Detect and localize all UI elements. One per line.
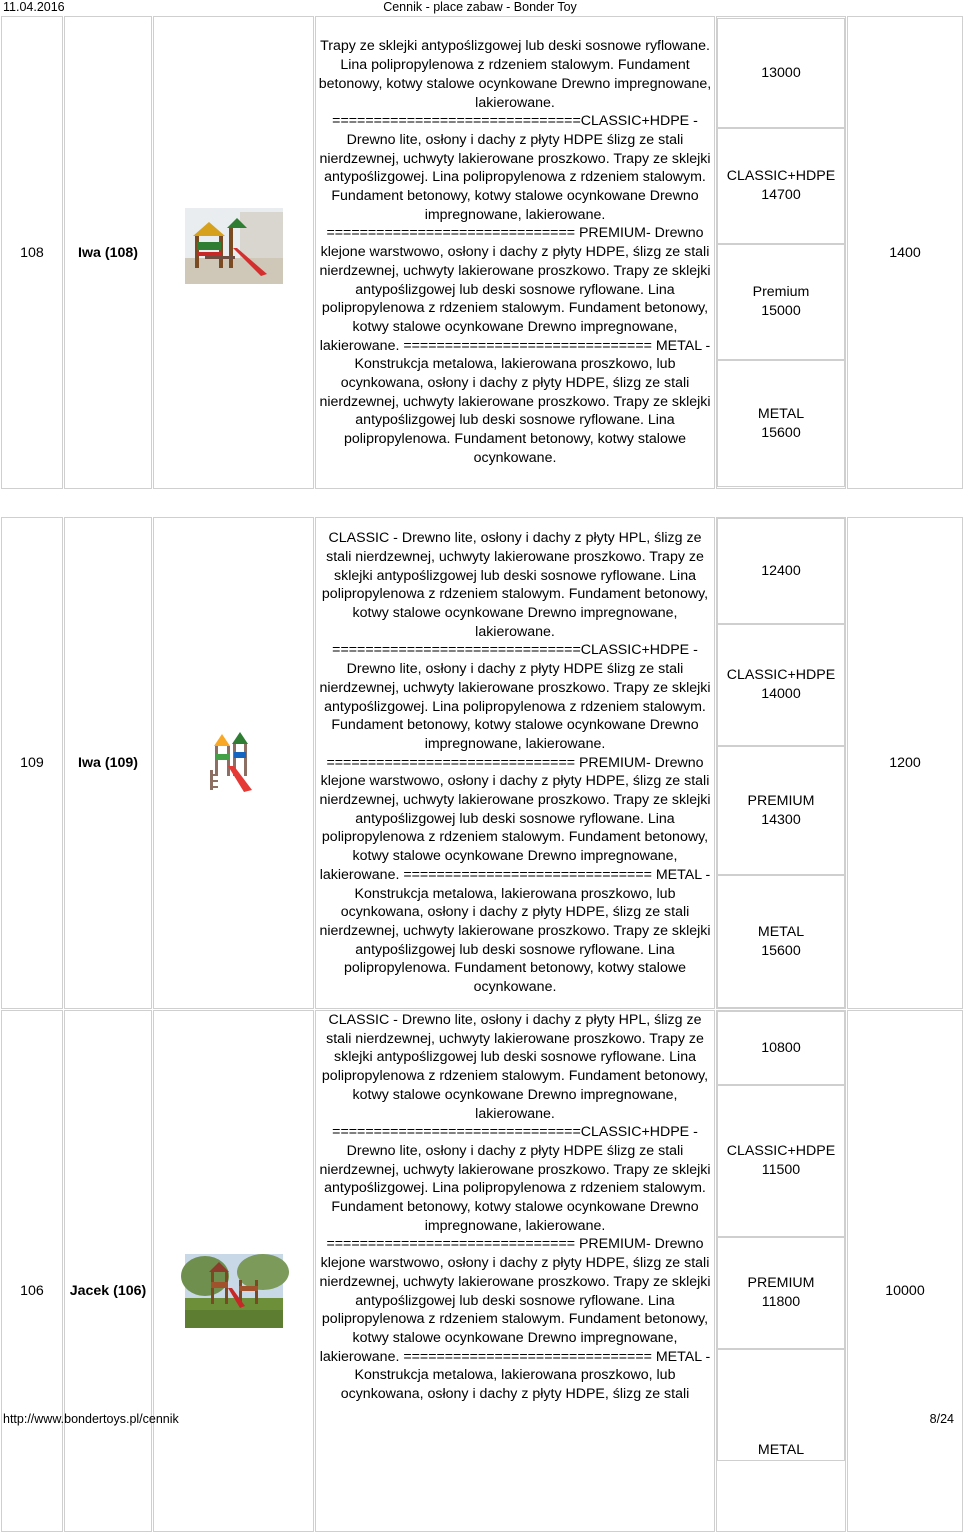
variant-price: 14300	[761, 811, 801, 828]
price-table	[0, 15, 964, 1533]
variant-label: METAL	[757, 923, 805, 940]
variant-price: 15600	[761, 942, 801, 959]
variant-price: 11800	[761, 1294, 801, 1310]
variant-label: METAL	[757, 1442, 805, 1458]
price-variant	[717, 360, 845, 487]
extra-value: 1200	[847, 517, 963, 1009]
product-image[interactable]	[185, 208, 283, 284]
variant-label: Premium	[752, 284, 810, 300]
price-variant	[717, 518, 845, 624]
variant-label: METAL	[757, 405, 805, 422]
price-variant	[717, 875, 845, 1008]
price-variant	[717, 1349, 845, 1461]
price-variants	[717, 518, 845, 1008]
product-id: 108	[1, 16, 63, 489]
product-description: CLASSIC - Drewno lite, osłony i dachy z płyty HPL, ślizg ze stali nierdzewnej, uchwyty lakierowane proszkowo. Trapy ze sklejki antypoślizgowej lub deski sosnowe ryflowane. Lina polipropylenowa z rdzeniem stalowym. Fundament betonowy, kotwy stalowe ocynkowane Drewno impregnowane, lakierowane. ==============================CLASSIC+HDPE - Drewno lite, osłony i dachy z płyty HDPE ślizg ze stali nierdzewnej, uchwyty lakierowane proszkowo. Trapy ze sklejki antypoślizgowej. Lina polipropylenowa z rdzeniem stalowym. Fundament betonowy, kotwy stalowe ocynkowane Drewno impregnowane, lakierowane. ============================== PREMIUM- Drewno klejone warstwowo, osłony i dachy z płyty HDPE, ślizg ze stali nierdzewnej, uchwyty lakierowane proszkowo. Trapy ze sklejki antypoślizgowej lub deski sosnowe ryflowane. Lina polipropylenowa z rdzeniem stalowym. Fundament betonowy, kotwy stalowe ocynkowane Drewno impregnowane, lakierowane. ============================== METAL - Konstrukcja metalowa, lakierowana proszkowo, lub ocynkowana, osłony i dachy z płyty HDPE, ślizg ze stali nierdzewnej, uchwyty lakierowane proszkowo. Trapy ze sklejki antypoślizgowej lub deski sosnowe ryflowane. Lina polipropylenowa. Fundament betonowy, kotwy stalowe ocynkowane.	[319, 530, 711, 996]
product-image-cell	[153, 517, 314, 1009]
product-image[interactable]	[208, 730, 260, 796]
print-url[interactable]: http://www.bondertoys.pl/cennik	[3, 1412, 179, 1426]
variant-label: CLASSIC+HDPE	[726, 667, 836, 683]
page-number: 8/24	[929, 1412, 954, 1426]
product-name: Iwa (109)	[64, 517, 152, 1009]
variant-label: PREMIUM	[747, 792, 815, 809]
price-variant	[717, 18, 845, 128]
price-variants-cell	[716, 517, 846, 1009]
playground-photo-icon	[185, 208, 283, 284]
playground-photo-icon	[185, 1254, 283, 1328]
product-description-cell	[315, 16, 715, 489]
print-title: Cennik - place zabaw - Bonder Toy	[383, 0, 577, 14]
table-row	[1, 517, 963, 1009]
product-description: CLASSIC - Drewno lite, osłony i dachy z płyty HPL, ślizg ze stali nierdzewnej, uchwyty lakierowane proszkowo. Trapy ze sklejki antypoślizgowej lub deski sosnowe ryflowane. Lina polipropylenowa z rdzeniem stalowym. Fundament betonowy, kotwy stalowe ocynkowane Drewno impregnowane, lakierowane. ==============================CLASSIC+HDPE - Drewno lite, osłony i dachy z płyty HDPE ślizg ze stali nierdzewnej, uchwyty lakierowane proszkowo. Trapy ze sklejki antypoślizgowej. Lina polipropylenowa z rdzeniem stalowym. Fundament betonowy, kotwy stalowe ocynkowane Drewno impregnowane, lakierowane. ============================== PREMIUM- Drewno klejone warstwowo, osłony i dachy z płyty HDPE, ślizg ze stali nierdzewnej, uchwyty lakierowane proszkowo. Trapy ze sklejki antypoślizgowej lub deski sosnowe ryflowane. Lina polipropylenowa z rdzeniem stalowym. Fundament betonowy, kotwy stalowe ocynkowane Drewno impregnowane, lakierowane. ============================== METAL - Konstrukcja metalowa, lakierowana proszkowo, lub ocynkowana, osłony i dachy z płyty HDPE, ślizg ze stali	[319, 1012, 711, 1403]
playground-illustration-icon	[208, 730, 260, 796]
extra-value: 10000	[847, 1010, 963, 1532]
product-name: Iwa (108)	[64, 16, 152, 489]
variant-price: 12400	[761, 562, 801, 579]
variant-price: 14700	[761, 187, 801, 203]
variant-price: 10800	[761, 1039, 801, 1056]
variant-price: 13000	[761, 64, 801, 81]
product-image[interactable]	[185, 1254, 283, 1328]
variant-price: 14000	[761, 686, 801, 702]
product-name: Jacek (106)	[64, 1010, 152, 1532]
product-image-cell	[153, 1010, 314, 1532]
price-variants	[717, 18, 845, 487]
table-row	[1, 1010, 963, 1532]
price-variant	[717, 1011, 845, 1085]
print-header	[0, 0, 960, 16]
product-description: Trapy ze sklejki antypoślizgowej lub deski sosnowe ryflowane. Lina polipropylenowa z rdzeniem stalowym. Fundament betonowy, kotwy stalowe ocynkowane Drewno impregnowane, lakierowane. ==============================CLASSIC+HDPE - Drewno lite, osłony i dachy z płyty HDPE ślizg ze stali nierdzewnej, uchwyty lakierowane proszkowo. Trapy ze sklejki antypoślizgowej. Lina polipropylenowa z rdzeniem stalowym. Fundament betonowy, kotwy stalowe ocynkowane Drewno impregnowane, lakierowane. ============================== PREMIUM- Drewno klejone warstwowo, osłony i dachy z płyty HDPE, ślizg ze stali nierdzewnej, uchwyty lakierowane proszkowo. Trapy ze sklejki antypoślizgowej lub deski sosnowe ryflowane. Lina polipropylenowa z rdzeniem stalowym. Fundament betonowy, kotwy stalowe ocynkowane Drewno impregnowane, lakierowane. ============================== METAL - Konstrukcja metalowa, lakierowana proszkowo, lub ocynkowana, osłony i dachy z płyty HDPE, ślizg ze stali nierdzewnej, uchwyty lakierowane proszkowo. Trapy ze sklejki antypoślizgowej lub deski sosnowe ryflowane. Lina polipropylenowa. Fundament betonowy, kotwy stalowe ocynkowane.	[318, 38, 712, 466]
spacer-cell	[1, 490, 963, 516]
row-spacer	[1, 490, 963, 516]
print-date: 11.04.2016	[3, 0, 65, 14]
price-variants-cell	[716, 16, 846, 489]
price-variants	[717, 1011, 845, 1461]
price-variant	[717, 128, 845, 244]
price-variant	[717, 244, 845, 360]
table-row	[1, 16, 963, 489]
variant-label: PREMIUM	[747, 1275, 815, 1291]
variant-label: CLASSIC+HDPE	[726, 1143, 836, 1159]
price-variant	[717, 1085, 845, 1237]
product-description-cell	[315, 517, 715, 1009]
extra-value: 1400	[847, 16, 963, 489]
print-footer	[0, 1412, 960, 1428]
variant-price: 15000	[761, 303, 801, 319]
variant-price: 15600	[761, 424, 801, 441]
price-variant	[717, 1237, 845, 1349]
variant-price: 11500	[761, 1162, 801, 1178]
price-variants-cell	[716, 1010, 846, 1532]
price-variant	[717, 624, 845, 746]
product-id: 106	[1, 1010, 63, 1532]
variant-label: CLASSIC+HDPE	[726, 168, 836, 184]
price-variant	[717, 746, 845, 875]
product-id: 109	[1, 517, 63, 1009]
product-image-cell	[153, 16, 314, 489]
product-description-cell	[315, 1010, 715, 1532]
